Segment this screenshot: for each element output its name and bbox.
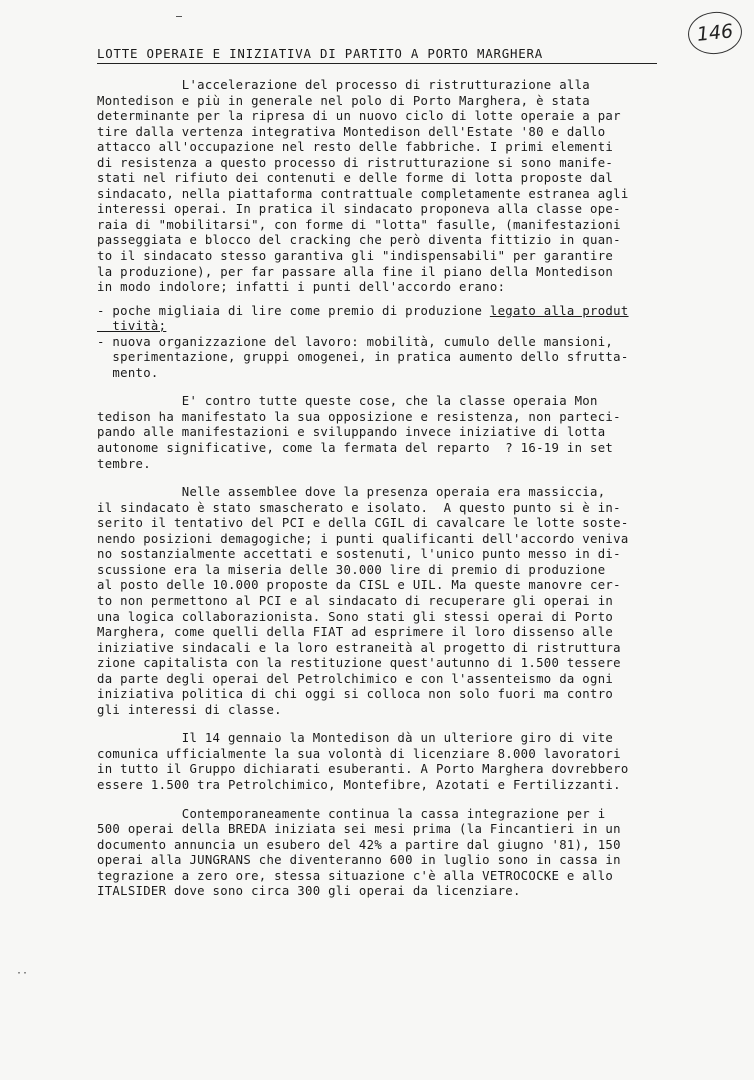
text-line: al posto delle 10.000 proposte da CISL e UIL. Ma queste manovre cer- [97,578,621,593]
text-line: E' contro tutte queste cose, che la classe operaia Mon [97,394,598,409]
text-line: tegrazione a zero ore, stessa situazione c'è alla VETROCOCKE e allo [97,868,614,883]
text-line: L'accelerazione del processo di ristrutturazione alla [97,78,591,92]
text-line: tembre. [97,456,151,471]
text-line: ITALSIDER dove sono circa 300 gli operai da licenziare. [97,884,521,899]
text-line: interessi operai. In pratica il sindacato proponeva alla classe ope- [97,202,621,217]
text-line: attacco all'occupazione nel resto delle fabbriche. I primi elementi [97,140,614,155]
text-line: to il sindacato stesso garantiva gli "indispensabili" per garantire [97,249,614,264]
text-line: il sindacato è stato smascherato e isolato. A questo punto si è in- [97,500,621,515]
text-line: iniziative sindacali e la loro estraneità al progetto di ristruttura [97,640,621,655]
paragraph-4 [97,731,751,793]
text-line: to non permettono al PCI e al sindacato di recuperare gli operai in [97,593,614,608]
text-line: sperimentazione, gruppi omogenei, in pratica aumento dello sfrutta- [97,350,629,365]
text-line: tedison ha manifestato la sua opposizione e resistenza, non parteci- [97,409,621,424]
text-line: zione capitalista con la restituzione quest'autunno di 1.500 tessere [97,656,621,671]
text-line: 500 operai della BREDA iniziata sei mesi prima (la Fincantieri in un [97,822,621,837]
text-line: no sostanzialmente accettati e sostenuti, l'unico punto messo in di- [97,547,621,562]
pen-mark [176,16,182,17]
text-line: serito il tentativo del PCI e della CGIL di cavalcare le lotte soste- [97,516,629,531]
text-line: Nelle assemblee dove la presenza operaia era massiccia, [97,485,606,500]
paragraph-2 [97,394,751,472]
bullet-item-1-cont [97,319,751,335]
text-line: di resistenza a questo processo di ristrutturazione si sono manife- [97,155,614,170]
text-line: la produzione), per far passare alla fine il piano della Montedison [97,264,614,279]
paragraph-1 [97,78,751,296]
underlined-text: tività; [97,319,167,334]
text-line: Montedison e più in generale nel polo di Porto Marghera, è stata [97,93,591,108]
text-line: nendo posizioni demagogiche; i punti qualificanti dell'accordo veniva [97,531,629,546]
text-line: stati nel rifiuto dei contenuti e delle forme di lotta proposte dal [97,171,614,186]
bullet-item-2 [97,335,751,382]
text-line: da parte degli operai del Petrolchimico e con l'assenteismo da ogni [97,671,614,686]
text-line: documento annuncia un esubero del 42% a partire dal giugno '81), 150 [97,837,621,852]
text-line: iniziativa politica di chi oggi si colloca non solo fuori ma contro [97,687,614,702]
text-line: pando alle manifestazioni e sviluppando invece iniziative di lotta [97,425,606,440]
text-line: passeggiata e blocco del cracking che però diventa fittizio in quan- [97,233,621,248]
stray-mark: ·· [16,968,29,979]
text-line: una logica collaborazionista. Sono stati gli stessi operai di Porto [97,609,614,624]
text-line: in modo indolore; infatti i punti dell'accordo erano: [97,280,506,295]
text-line: determinante per la ripresa di un nuovo ciclo di lotte operaie a par [97,109,621,124]
text-line: essere 1.500 tra Petrolchimico, Montefibre, Azotati e Fertilizzanti. [97,777,621,792]
document-title: LOTTE OPERAIE E INIZIATIVA DI PARTITO A PORTO MARGHERA [97,46,657,64]
bullet-text: - poche migliaia di lire come premio di produzione [97,303,490,318]
text-line: gli interessi di classe. [97,702,282,717]
text-line: - nuova organizzazione del lavoro: mobilità, cumulo delle mansioni, [97,334,614,349]
bullet-list [97,304,751,382]
underlined-text: legato alla produt [489,303,629,318]
document-body [97,78,751,900]
text-line: tire dalla vertenza integrativa Montedison dell'Estate '80 e dallo [97,124,606,139]
page-number: 146 [686,9,744,56]
text-line: Contemporaneamente continua la cassa integrazione per i [97,806,606,821]
text-line: in tutto il Gruppo dichiarati esuberanti. A Porto Marghera dovrebbero [97,762,629,777]
text-line: autonome significative, come la fermata del reparto ? 16-19 in set [97,441,614,456]
text-line: operai alla JUNGRANS che diventeranno 600 in luglio sono in cassa in [97,853,621,868]
text-line: mento. [97,365,159,380]
bullet-item-1 [97,304,751,320]
text-line: comunica ufficialmente la sua volontà di licenziare 8.000 lavoratori [97,746,621,761]
text-line: Il 14 gennaio la Montedison dà un ulteriore giro di vite [97,731,614,746]
text-line: sindacato, nella piattaforma contrattuale completamente estranea agli [97,186,629,201]
paragraph-3 [97,485,751,718]
text-line: raia di "mobilitarsi", con forme di "lotta" fasulle, (manifestazioni [97,217,621,232]
text-line: scussione era la miseria delle 30.000 lire di premio di produzione [97,562,606,577]
paragraph-5 [97,807,751,900]
text-line: Marghera, come quelli della FIAT ad esprimere il loro dissenso alle [97,625,614,640]
